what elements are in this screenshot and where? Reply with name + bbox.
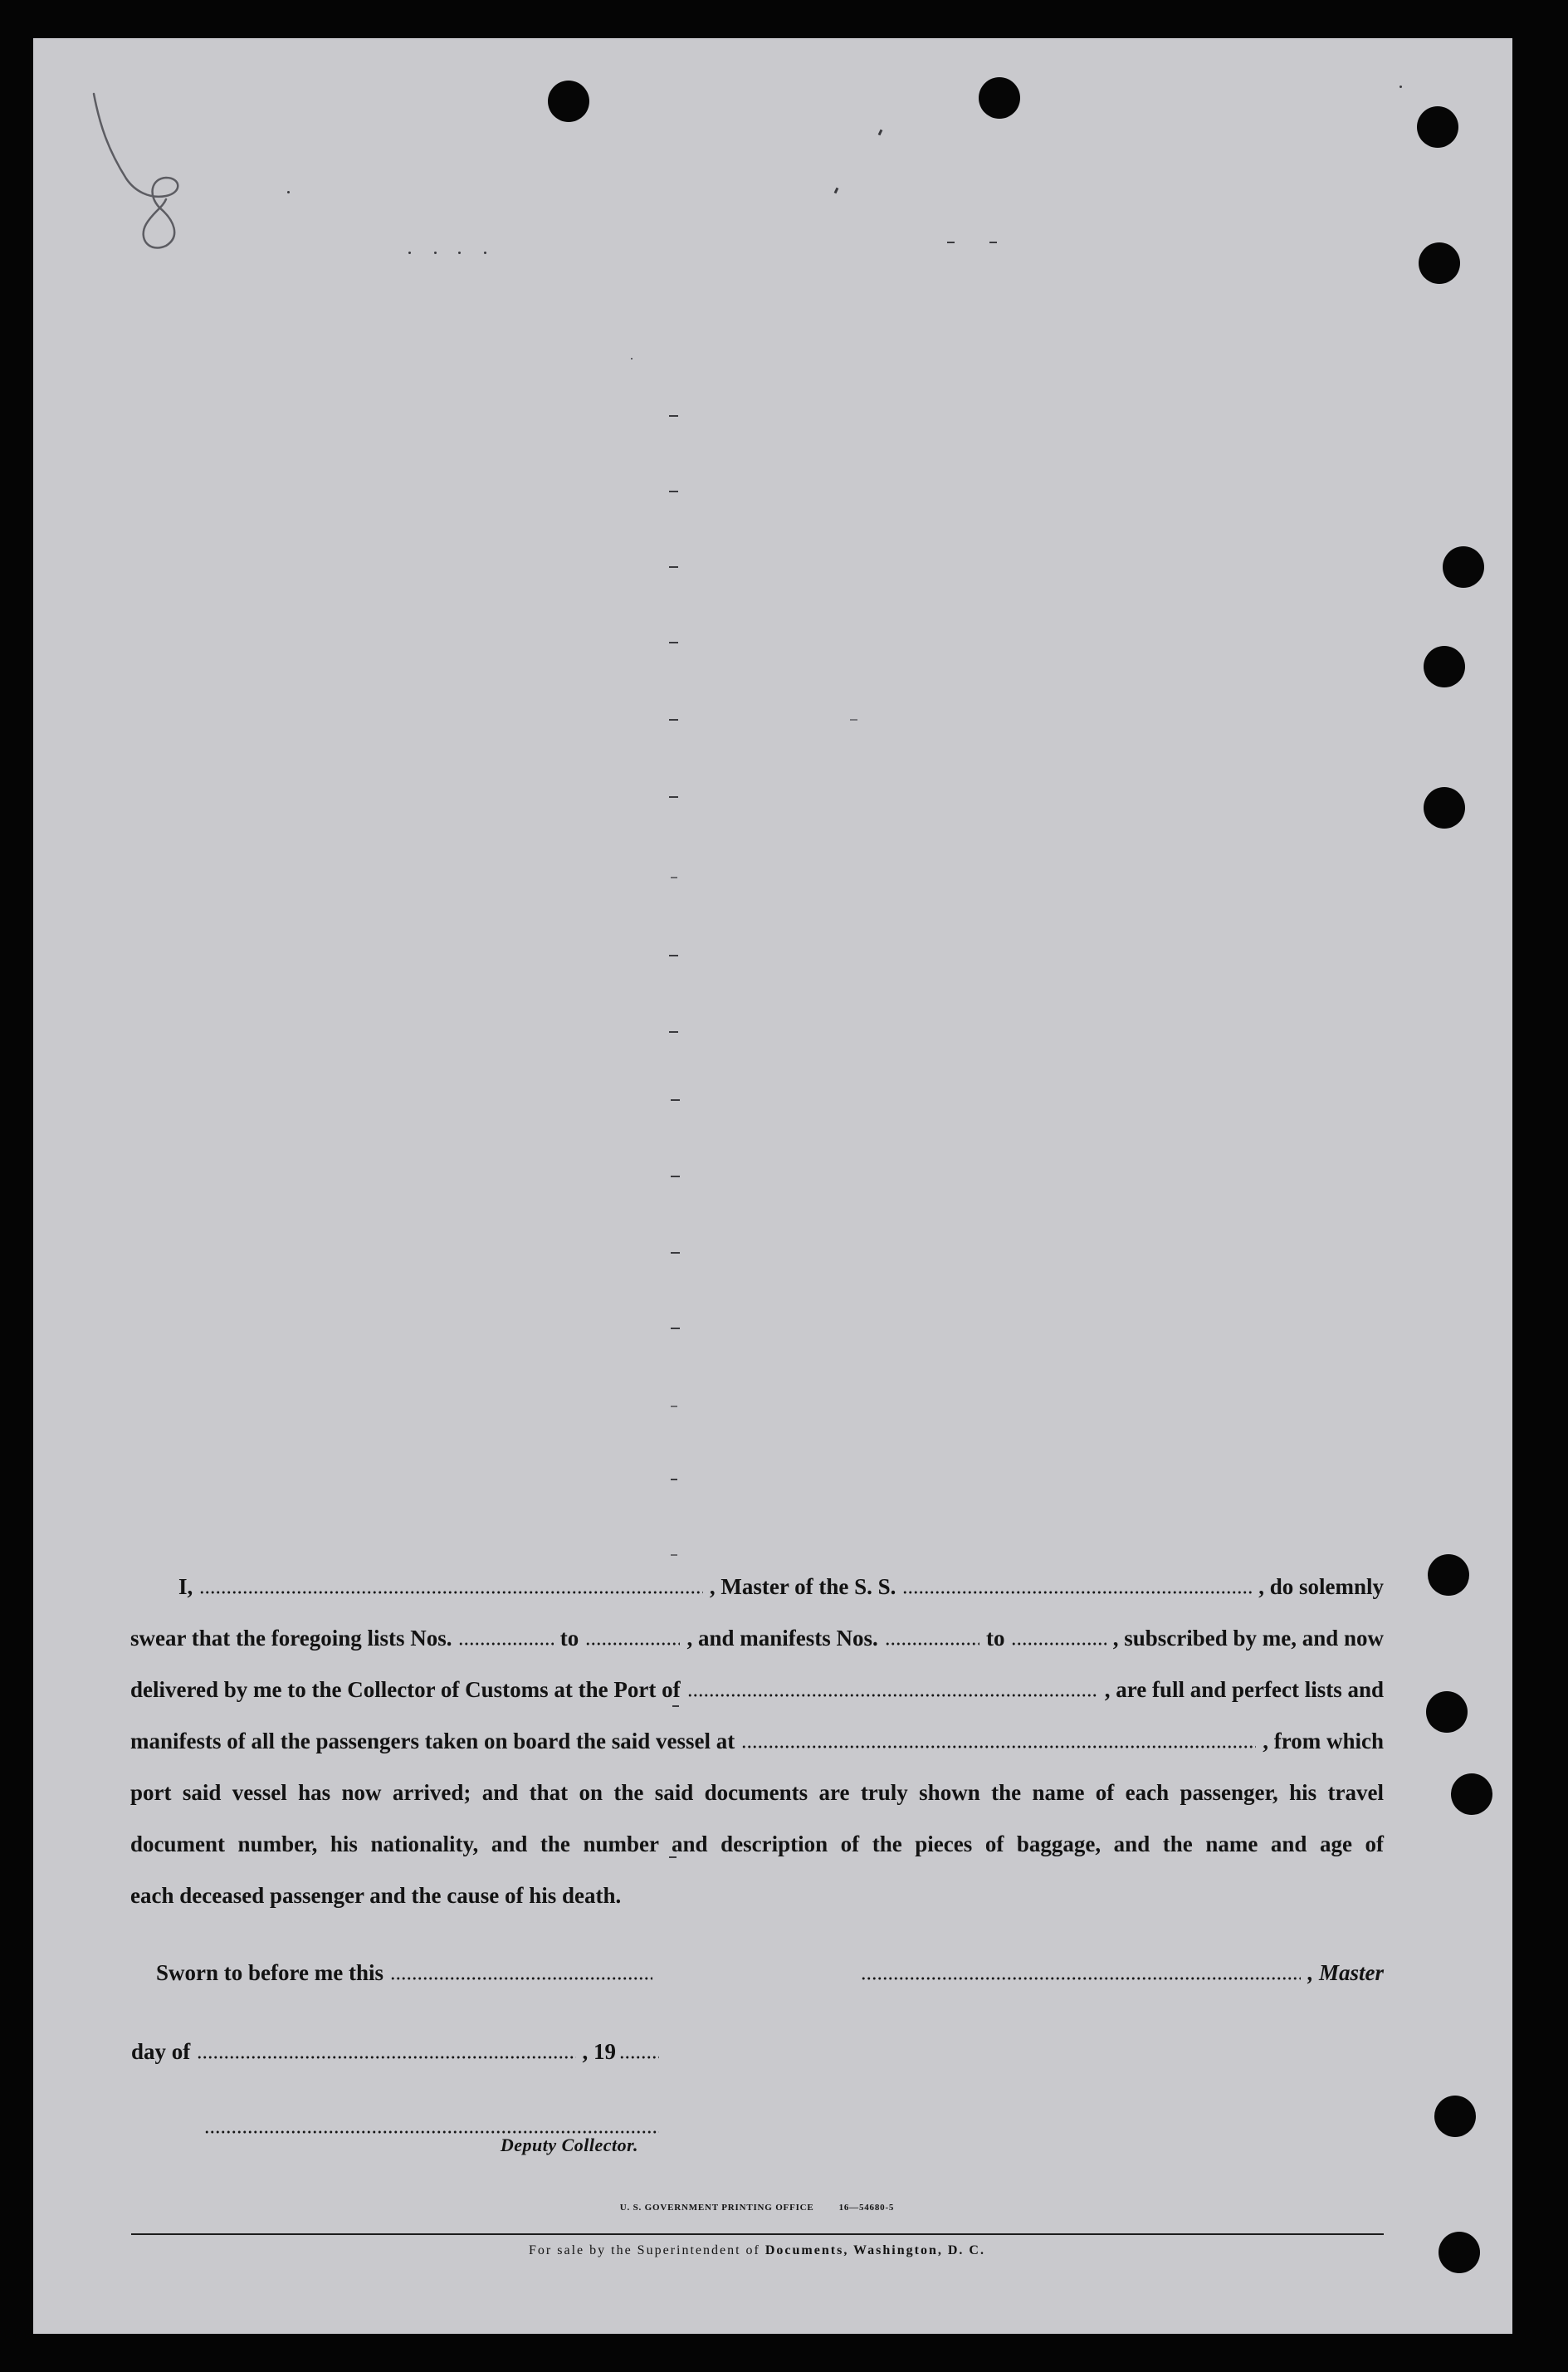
day-row xyxy=(131,2035,659,2068)
day-of-label: day of xyxy=(131,2039,191,2064)
blank-field-port-of-arrival xyxy=(687,1694,1098,1697)
oath-text: manifests of all the passengers taken on board the said vessel at xyxy=(130,1729,735,1753)
oath-text: I, xyxy=(178,1574,193,1599)
blank-field-lists-to xyxy=(585,1642,680,1646)
punch-hole xyxy=(1439,2232,1480,2273)
scan-artifact xyxy=(947,242,955,243)
punch-hole xyxy=(1424,646,1465,687)
sale-notice-address: Documents, Washington, D. C. xyxy=(764,2243,985,2257)
printer-name: U. S. GOVERNMENT PRINTING OFFICE xyxy=(619,2203,814,2213)
punch-hole xyxy=(1426,1691,1468,1733)
blank-field-manifests-to xyxy=(1011,1642,1106,1646)
blank-field-master-name xyxy=(199,1591,703,1594)
punch-hole xyxy=(1434,2096,1476,2137)
oath-text: , from which xyxy=(1263,1729,1384,1753)
document-page xyxy=(33,38,1512,2334)
scan-artifact xyxy=(287,191,290,193)
sworn-label: Sworn to before me this xyxy=(156,1960,383,1985)
master-signature-row xyxy=(861,1956,1384,1989)
scan-artifact xyxy=(671,877,677,878)
oath-text: swear that the foregoing lists Nos. xyxy=(130,1626,452,1651)
blank-field-lists-from xyxy=(458,1642,553,1646)
scan-artifact xyxy=(850,719,857,721)
punch-hole xyxy=(1443,546,1484,588)
scan-artifact xyxy=(671,1406,677,1407)
oath-line-2 xyxy=(130,1612,1384,1664)
sale-notice-prefix: For sale by the Superintendent of xyxy=(529,2243,760,2257)
blank-field-port-of-departure xyxy=(741,1745,1256,1748)
blank-field-manifests-from xyxy=(885,1642,979,1646)
scan-artifact xyxy=(1399,86,1402,88)
punch-hole xyxy=(1428,1554,1469,1596)
oath-paragraph xyxy=(130,1561,1384,1921)
oath-line-1 xyxy=(130,1561,1384,1612)
scan-artifact xyxy=(669,566,678,568)
scan-artifact xyxy=(671,1099,680,1101)
punch-hole xyxy=(548,81,589,122)
deputy-collector-label: Deputy Collector. xyxy=(500,2135,638,2155)
scan-artifact xyxy=(669,415,678,417)
sale-notice xyxy=(130,2242,1384,2259)
scan-artifact xyxy=(458,252,461,254)
scan-artifact xyxy=(671,1176,680,1177)
scan-artifact xyxy=(434,252,437,254)
scan-artifact xyxy=(671,1328,680,1329)
scan-artifact xyxy=(669,491,678,492)
scan-artifact xyxy=(408,252,411,254)
scan-artifact xyxy=(669,955,678,956)
footer-rule xyxy=(131,2233,1384,2235)
scan-artifact xyxy=(669,1031,678,1033)
scan-artifact xyxy=(671,1479,677,1480)
punch-hole xyxy=(1424,787,1465,829)
scan-artifact xyxy=(669,642,678,643)
oath-line-7: each deceased passenger and the cause of his death. xyxy=(130,1883,622,1908)
scan-artifact xyxy=(631,358,633,359)
oath-line-4 xyxy=(130,1715,1384,1767)
punch-hole xyxy=(1417,106,1458,148)
scan-artifact xyxy=(484,252,486,254)
oath-line-6: document number, his nationality, and the number and description of the pieces of baggage, and the name and age of xyxy=(130,1832,1384,1856)
oath-text: , subscribed by me, and now xyxy=(1112,1626,1385,1651)
blank-field-master-signature xyxy=(861,1977,1301,1980)
form-number: 16—54680-5 xyxy=(838,2203,895,2213)
oath-line-5: port said vessel has now arrived; and that on the said documents are truly shown the name of each passenger, his travel xyxy=(130,1780,1384,1805)
master-label: , Master xyxy=(1307,1960,1384,1985)
printer-imprint xyxy=(130,2202,1384,2213)
oath-text: , are full and perfect lists and xyxy=(1104,1677,1384,1702)
blank-field-day xyxy=(197,2056,575,2059)
oath-text: to xyxy=(985,1626,1005,1651)
oath-line-3 xyxy=(130,1664,1384,1715)
handwritten-mark xyxy=(83,83,199,257)
punch-hole xyxy=(979,77,1020,119)
scan-artifact xyxy=(671,1554,677,1556)
scan-artifact xyxy=(671,1252,680,1254)
oath-text: to xyxy=(559,1626,579,1651)
oath-text: , Master of the S. S. xyxy=(709,1574,896,1599)
blank-field-ship-name xyxy=(902,1591,1252,1594)
deputy-signature-line xyxy=(204,2130,659,2134)
punch-hole xyxy=(1451,1773,1492,1815)
scan-artifact xyxy=(669,719,678,721)
oath-text: , and manifests Nos. xyxy=(686,1626,878,1651)
sworn-row xyxy=(156,1956,659,1989)
oath-text: delivered by me to the Collector of Customs at the Port of xyxy=(130,1677,681,1702)
oath-text: , do solemnly xyxy=(1258,1574,1384,1599)
blank-field-year xyxy=(619,2056,659,2059)
scan-artifact xyxy=(669,796,678,798)
blank-field-sworn-date xyxy=(390,1977,652,1980)
scan-artifact xyxy=(989,242,997,243)
year-prefix: , 19 xyxy=(582,2039,616,2064)
punch-hole xyxy=(1419,242,1460,284)
